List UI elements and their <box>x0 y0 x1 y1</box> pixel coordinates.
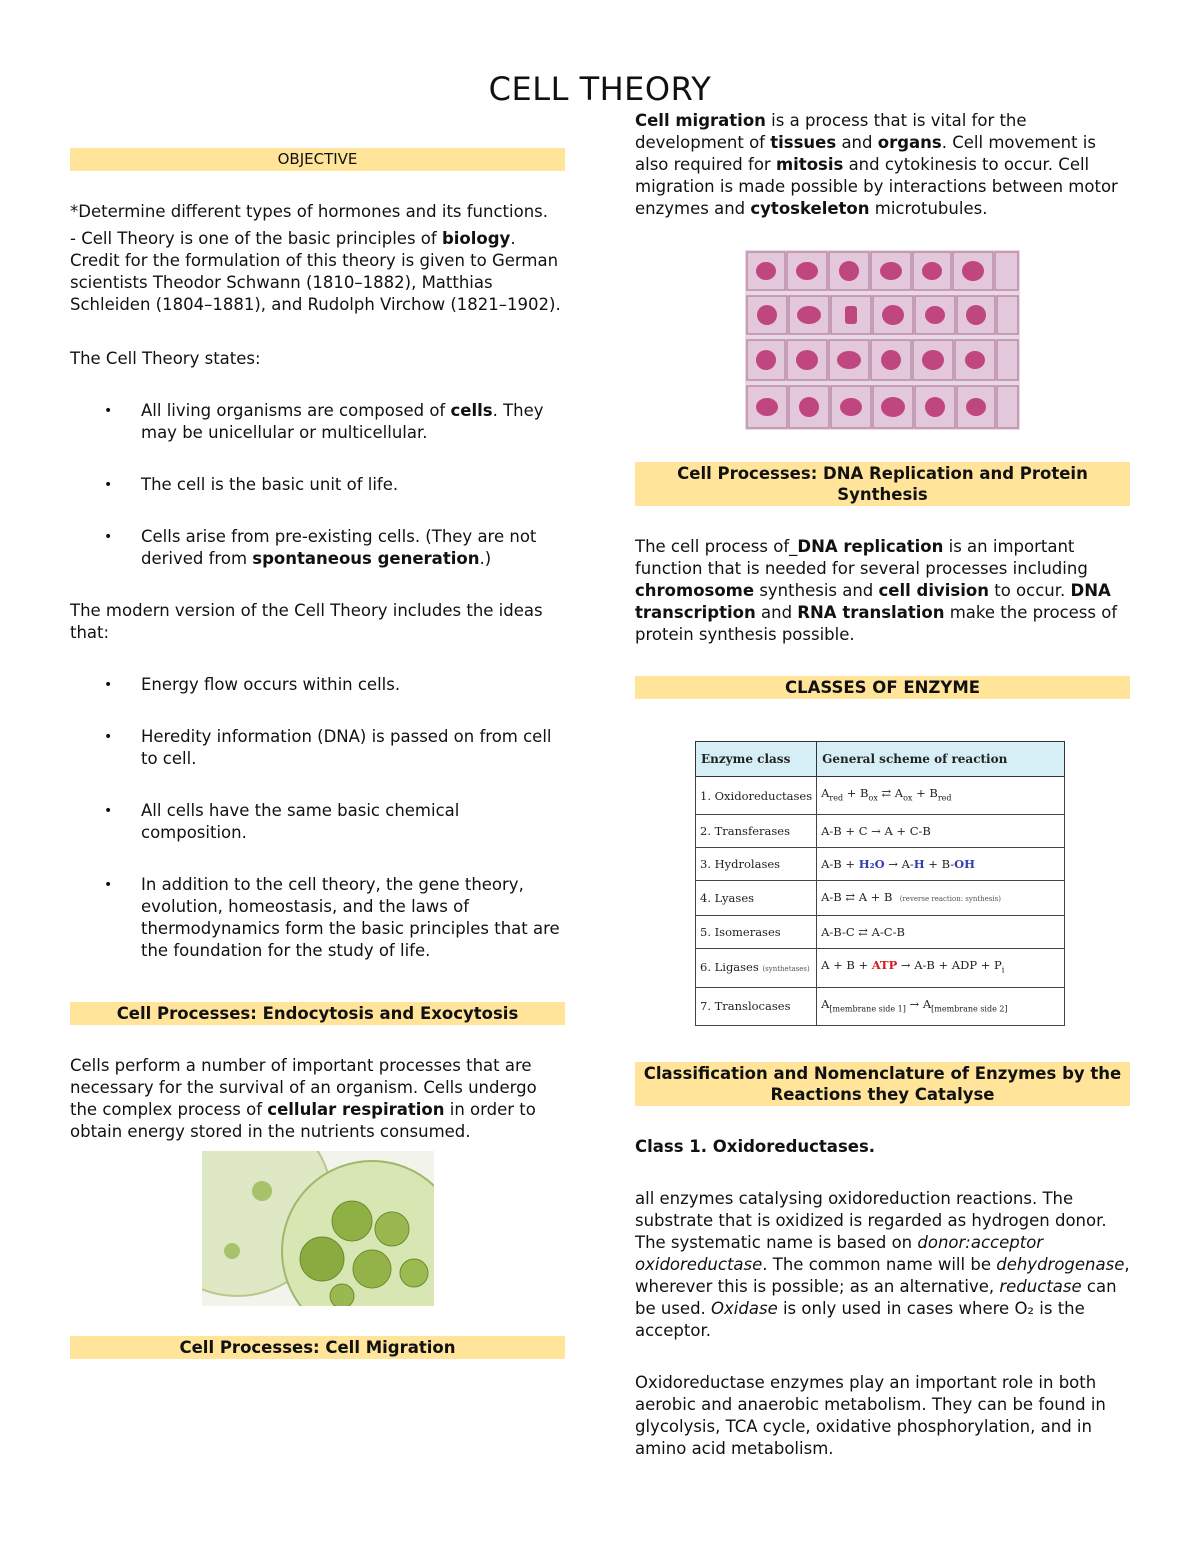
reaction-cell: A-B + H₂O → A-H + B-OH <box>817 848 1065 881</box>
classes-of-enzyme-banner: CLASSES OF ENZYME <box>635 676 1130 699</box>
volvox-image <box>202 1151 434 1306</box>
objective-text: *Determine different types of hormones and its functions. <box>70 202 548 221</box>
class1-heading: Class 1. Oxidoreductases. <box>635 1136 876 1156</box>
list-item: • In addition to the cell theory, the gene theory, evolution, homeostasis, and the laws of thermodynamics form the basic principles that are the foundation for the study of life. <box>70 874 565 962</box>
list-item: • Heredity information (DNA) is passed on from cell to cell. <box>70 726 565 770</box>
reaction-cell: $A_{red} + B_{ox}$ ⇄ $A_{ox} + B_{red}$ <box>817 777 1065 815</box>
objective-banner: OBJECTIVE <box>70 148 565 171</box>
enzyme-class-table <box>695 741 1065 1026</box>
right-column <box>635 110 1130 1460</box>
endocytosis-text: Cells perform a number of important processes that are necessary for the survival of an organism. Cells undergo the complex process of cellular respiration in order to obtain energy stored in the nutrients consumed. <box>70 1056 537 1141</box>
list-item: • Energy flow occurs within cells. <box>70 674 565 696</box>
enzyme-class-cell: 6. Ligases (synthetases) <box>696 949 817 987</box>
list-item: • Cells arise from pre-existing cells. (They are not derived from spontaneous generation.) <box>70 526 565 570</box>
endocytosis-banner: Cell Processes: Endocytosis and Exocytosis <box>70 1002 565 1025</box>
page-title: CELL THEORY <box>488 70 712 108</box>
table-row <box>696 777 1065 815</box>
enzyme-class-cell: 2. Transferases <box>696 815 817 848</box>
reaction-cell: A-B ⇄ A + B (reverse reaction: synthesis) <box>817 881 1065 916</box>
list-item: • All living organisms are composed of cells. They may be unicellular or multicellular. <box>70 400 565 444</box>
modern-heading: The modern version of the Cell Theory includes the ideas that: <box>70 601 543 642</box>
intro-paragraph: - Cell Theory is one of the basic principles of biology. Credit for the formulation of this theory is given to German scientists Theodor Schwann (1810–1882), Matthias Schleiden (1804–1881), and Rudolph Virchow (1821–1902). <box>70 229 561 314</box>
class1-text-2: Oxidoreductase enzymes play an important role in both aerobic and anaerobic metabolism. They can be found in glycolysis, TCA cycle, oxidative phosphorylation, and in amino acid metabolism. <box>635 1372 1106 1458</box>
table-row <box>696 916 1065 949</box>
cell-migration-banner: Cell Processes: Cell Migration <box>70 1336 565 1359</box>
table-row <box>696 815 1065 848</box>
list-item: • The cell is the basic unit of life. <box>70 474 565 496</box>
class1-text: all enzymes catalysing oxidoreduction reactions. The substrate that is oxidized is regarded as hydrogen donor. The systematic name is based on donor:acceptor oxidoreductase. The common name will be dehydrogenase, wherever this is possible; as an alternative, reductase can be used. Oxidase is only used in cases where O₂ is the acceptor. <box>635 1188 1130 1340</box>
list-item: • All cells have the same basic chemical composition. <box>70 800 565 844</box>
reaction-cell: A-B + C → A + C-B <box>817 815 1065 848</box>
enzyme-class-cell: 4. Lyases <box>696 881 817 916</box>
dna-replication-banner: Cell Processes: DNA Replication and Protein Synthesis <box>635 462 1130 506</box>
dna-replication-text: The cell process of_DNA replication is an important function that is needed for several processes including chromosome synthesis and cell division to occur. DNA transcription and RNA translation make the process of protein synthesis possible. <box>635 537 1118 644</box>
table-row <box>696 949 1065 987</box>
left-column <box>70 100 565 1359</box>
cell-migration-text: Cell migration is a process that is vital for the development of tissues and organs. Cell movement is also required for mitosis and cytokinesis to occur. Cell migration is made possible by interactions between motor enzymes and cytoskeleton microtubules. <box>635 111 1118 218</box>
table-header-row <box>696 742 1065 777</box>
enzyme-class-cell: 7. Translocases <box>696 987 817 1025</box>
enzyme-class-cell: 1. Oxidoreductases <box>696 777 817 815</box>
table-row <box>696 881 1065 916</box>
table-row <box>696 848 1065 881</box>
reaction-cell: A + B + ATP → A-B + ADP + $P_i$ <box>817 949 1065 987</box>
table-row <box>696 987 1065 1025</box>
mitosis-image <box>745 250 1020 430</box>
modern-list <box>70 674 565 962</box>
classification-banner: Classification and Nomenclature of Enzymes by the Reactions they Catalyse <box>635 1062 1130 1106</box>
reaction-cell: A-B-C ⇄ A-C-B <box>817 916 1065 949</box>
column-header: Enzyme class <box>696 742 817 777</box>
column-header: General scheme of reaction <box>817 742 1065 777</box>
states-list <box>70 400 565 570</box>
enzyme-class-cell: 3. Hydrolases <box>696 848 817 881</box>
enzyme-class-cell: 5. Isomerases <box>696 916 817 949</box>
reaction-cell: $A_{[membrane side 1]} \to A_{[membrane side 2]}$ <box>817 987 1065 1025</box>
states-heading: The Cell Theory states: <box>70 349 261 368</box>
